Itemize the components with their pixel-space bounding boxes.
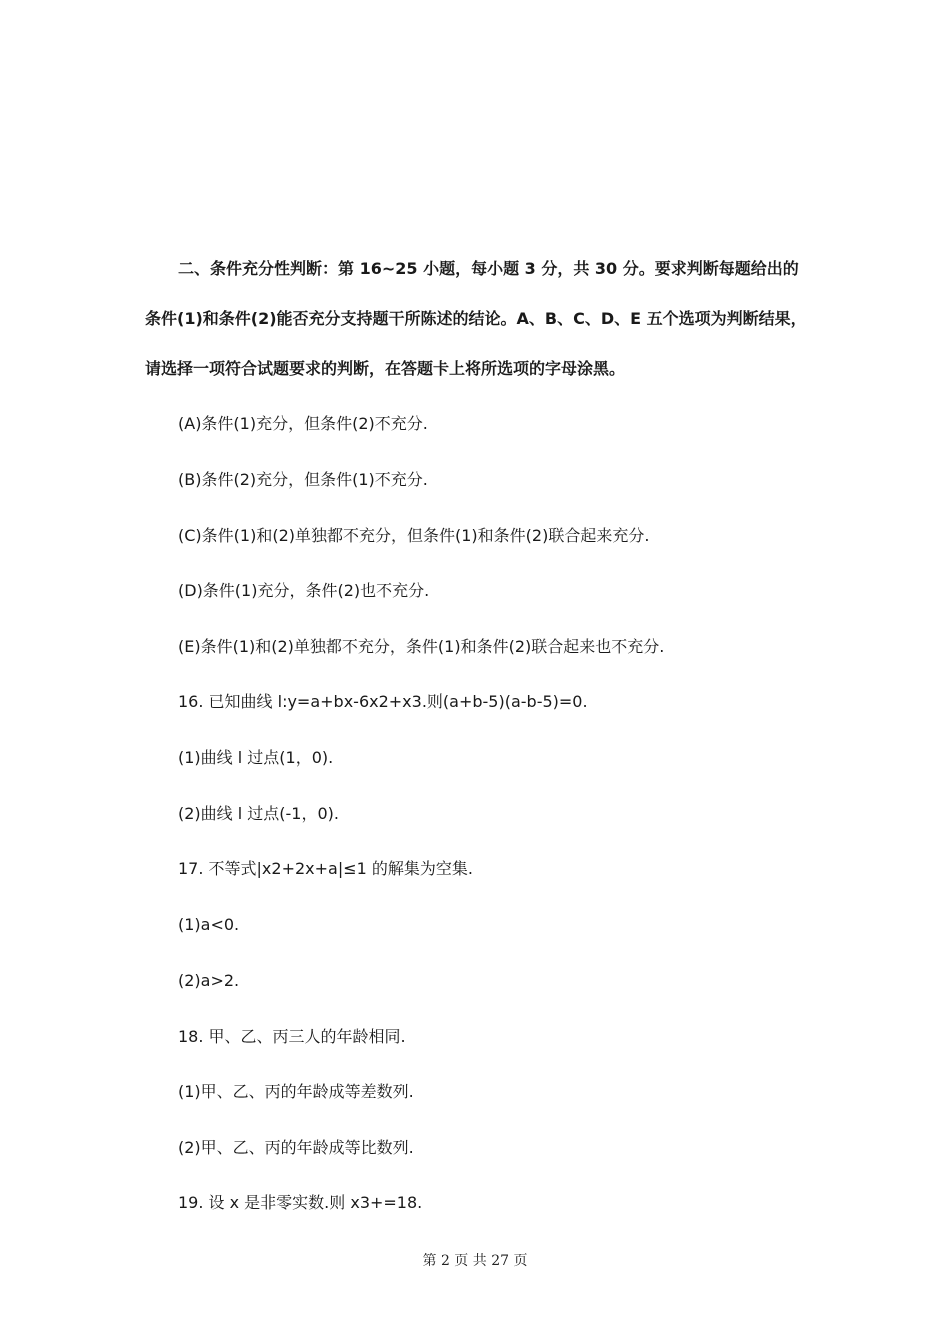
question-18-stem: 18. 甲、乙、丙三人的年龄相同. <box>178 1027 406 1046</box>
question-18-condition-1: (1)甲、乙、丙的年龄成等差数列. <box>178 1082 414 1101</box>
option-e: (E)条件(1)和(2)单独都不充分，条件(1)和条件(2)联合起来也不充分. <box>178 637 665 656</box>
question-17-condition-2: (2)a>2. <box>178 971 240 990</box>
question-17-condition-1: (1)a<0. <box>178 915 240 934</box>
option-a: (A)条件(1)充分，但条件(2)不充分. <box>178 414 428 433</box>
question-16-condition-1: (1)曲线 l 过点(1，0). <box>178 748 334 767</box>
question-17-stem: 17. 不等式|x2+2x+a|≤1 的解集为空集. <box>178 859 473 878</box>
section-heading-line-1: 二、条件充分性判断：第 16~25 小题，每小题 3 分，共 30 分。要求判断每题给出的 <box>178 259 799 278</box>
section-heading-line-2: 条件(1)和条件(2)能否充分支持题干所陈述的结论。A、B、C、D、E 五个选项为判断结果， <box>145 309 807 328</box>
option-b: (B)条件(2)充分，但条件(1)不充分. <box>178 470 428 489</box>
question-19-stem: 19. 设 x 是非零实数.则 x3+=18. <box>178 1193 423 1212</box>
question-18-condition-2: (2)甲、乙、丙的年龄成等比数列. <box>178 1138 414 1157</box>
page-footer: 第 2 页 共 27 页 <box>422 1253 528 1269</box>
question-16-condition-2: (2)曲线 l 过点(-1，0). <box>178 804 339 823</box>
section-heading-line-3: 请选择一项符合试题要求的判断，在答题卡上将所选项的字母涂黑。 <box>145 359 626 378</box>
question-16-stem: 16. 已知曲线 l:y=a+bx-6x2+x3.则(a+b-5)(a-b-5)=0. <box>178 692 588 711</box>
option-d: (D)条件(1)充分，条件(2)也不充分. <box>178 581 430 600</box>
option-c: (C)条件(1)和(2)单独都不充分，但条件(1)和条件(2)联合起来充分. <box>178 526 650 545</box>
